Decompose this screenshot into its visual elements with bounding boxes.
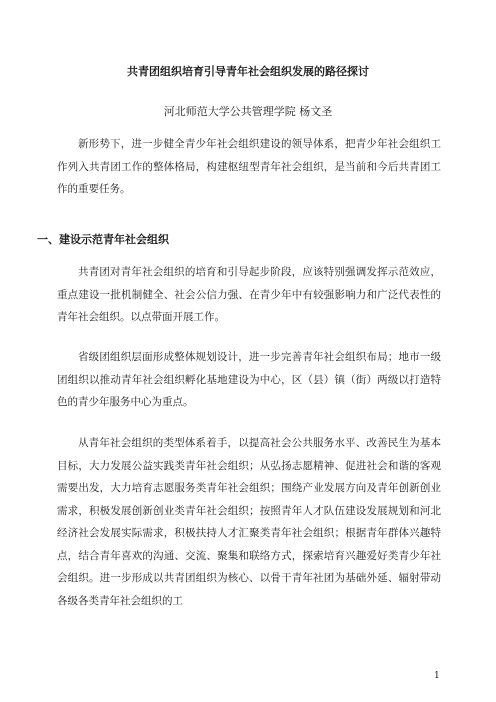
body-paragraph-3: 从青年社会组织的类型体系着手，以提高社会公共服务水平、改善民生为基本目标，大力发展公益实践类青年社会组织；从弘扬志愿精神、促进社会和谐的客观需要出发，大力培育志愿服务类青年社会组织；围绕产业发展方向及青年创新创业需求，积极发展创新创业类青年社会组织；按照青年人才队伍建设发展规划和河北经济社会发展实际需求，积极扶持人才汇聚类青年社会组织；根据青年群体兴趣特点，结合青年喜欢的沟通、交流、聚集和联络方式，探索培育兴趣爱好类青少年社会组织。进一步形成以共青团组织为核心、以骨干青年社团为基础外延、辐射带动各级各类青年社会组织的工	[57, 437, 441, 607]
intro-paragraph: 新形势下，进一步健全青少年社会组织建设的领导体系，把青少年社会组织工作列入共青团工作的整体格局，构建枢纽型青年社会组织，是当前和今后共青团工作的重要任务。	[57, 138, 441, 195]
section-heading: 一、建设示范青年社会组织	[37, 233, 169, 246]
author-line: 河北师范大学公共管理学院 杨文圣	[163, 105, 333, 118]
body-paragraph-2: 省级团组织层面形成整体规划设计，进一步完善青年社会组织布局；地市一级团组织以推动青年社会组织孵化基地建设为中心，区（县）镇（街）两级以打造特色的青少年服务中心为重点。	[57, 351, 441, 408]
body-paragraph-1: 共青团对青年社会组织的培育和引导起步阶段，应该特别强调发挥示范效应，重点建设一批机制健全、社会公信力强、在青少年中有较强影响力和广泛代表性的青年社会组织。以点带面开展工作。	[57, 266, 441, 323]
page-number: 1	[434, 671, 440, 681]
document-title: 共青团组织培育引导青年社会组织发展的路径探讨	[127, 65, 369, 78]
